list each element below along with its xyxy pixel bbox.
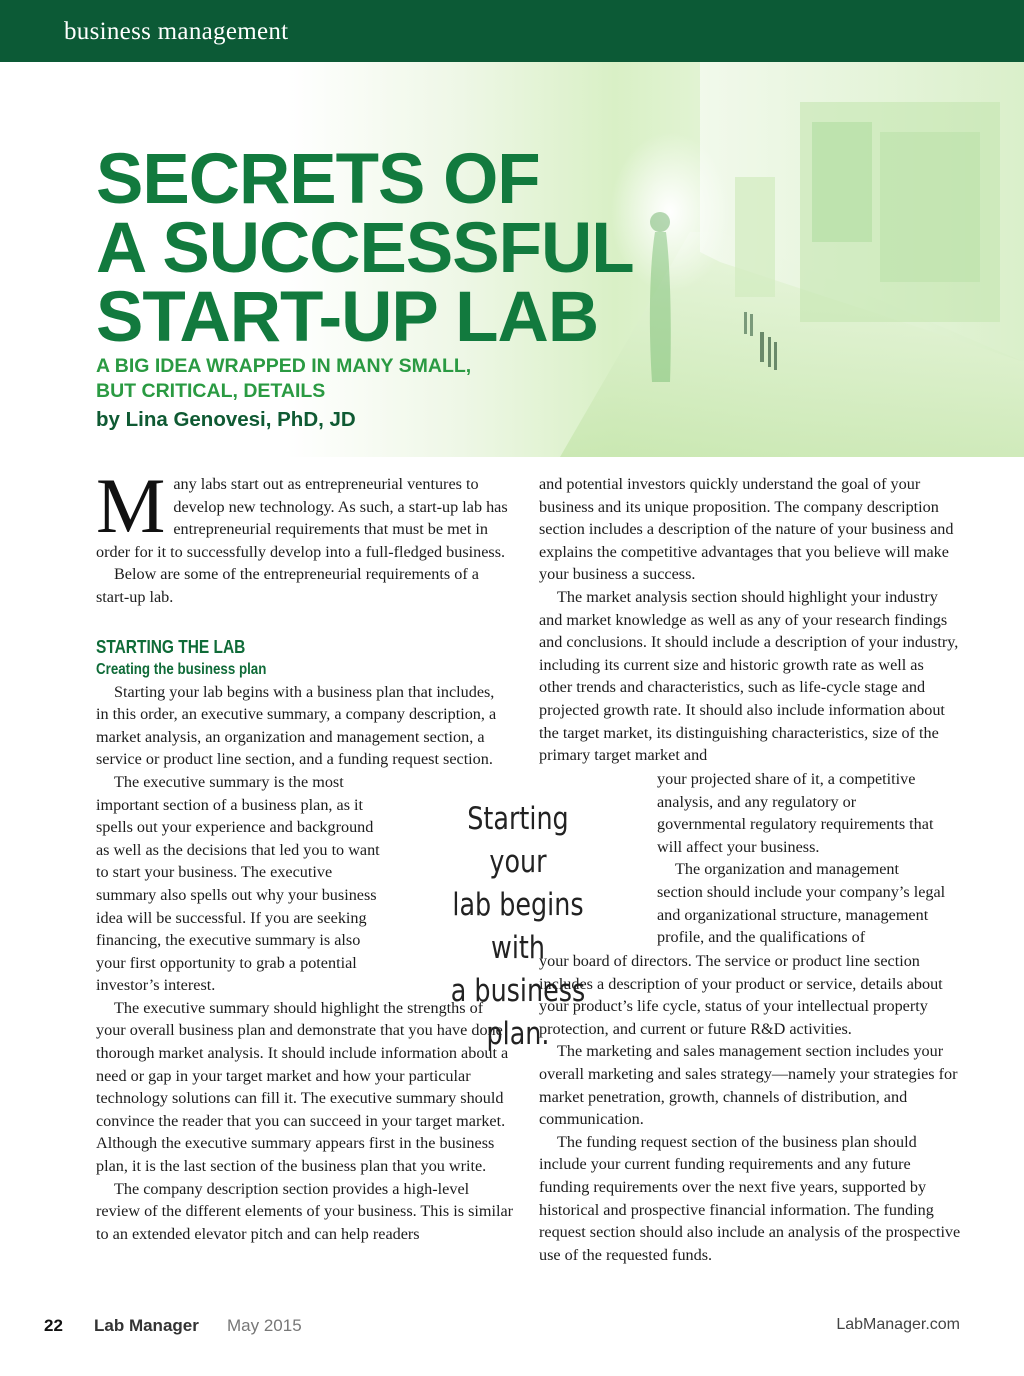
section-label: business management: [64, 18, 289, 45]
article-byline: by Lina Genovesi, PhD, JD: [96, 408, 356, 431]
body-paragraph: your board of directors. The service or product line section includes a description of your product or service, details about your product’s life cycle, status of your intellectual property protection, and current or future R&D activities.: [539, 952, 943, 1038]
body-paragraph: The executive summary is the most important section of a business plan, as it spells out your experience and background as well as the decisions that led you to want to start your business. The executive summary also spells out why your business idea will be successful. If you are seeking financing, the executive summary is also your first opportunity to grab a potential investor’s interest.: [96, 772, 380, 995]
body-paragraph: The funding request section of the business plan should include your current funding requirements and any future funding requirements over the next five years, supported by historical and prospective financial information. The funding request section should also include an analysis of the prospective use of the requested funds.: [539, 1132, 961, 1264]
title-line: A SUCCESSFUL: [96, 209, 634, 288]
article-subtitle: [96, 354, 471, 404]
page-number: 22: [44, 1316, 63, 1335]
pull-quote-line: lab begins with: [452, 887, 584, 966]
column-right-narrow: [657, 768, 947, 949]
body-paragraph: The organization and management section should include your company’s legal and organizational structure, management profile, and the qualifications of: [657, 860, 946, 947]
drop-cap: M: [96, 462, 166, 549]
issue-date: May 2015: [227, 1316, 302, 1335]
subtitle-line: A BIG IDEA WRAPPED IN MANY SMALL,: [96, 355, 472, 377]
body-paragraph: Starting your lab begins with a business plan that includes, in this order, an executive summary, a company description, a market analysis, an organization and management section, a service or product line section, and a funding request section.: [96, 682, 497, 769]
page-footer: [0, 1312, 1024, 1342]
intro-text: any labs start out as entrepreneurial ventures to develop new technology. As such, a start-up lab has entrepreneurial requirements that must be met in order for it to successfully develop into a full-fledged business.: [96, 475, 508, 561]
article-title: [96, 140, 634, 357]
title-line: START-UP LAB: [96, 278, 599, 357]
body-paragraph: The company description section provides a high-level review of the different elements of your business. This is similar to an extended elevator pitch and can help readers: [96, 1179, 514, 1243]
subsection-heading: Creating the business plan: [96, 660, 267, 678]
subtitle-line: BUT CRITICAL, DETAILS: [96, 380, 326, 402]
section-header-bar: [0, 0, 1024, 62]
magazine-name: Lab Manager: [94, 1316, 199, 1335]
body-paragraph: and potential investors quickly understand the goal of your business and its unique proposition. The company description section includes a description of the nature of your business and explains the competitive advantages that you believe will make your business a success.: [539, 475, 954, 584]
column-right-top: [539, 473, 961, 767]
body-paragraph: your projected share of it, a competitive analysis, and any regulatory or governmental regulatory requirements that will affect your business.: [657, 770, 934, 856]
intro-paragraph: [96, 462, 516, 563]
intro-paragraph-2: Below are some of the entrepreneurial requirements of a start-up lab.: [96, 565, 479, 606]
section-heading: STARTING THE LAB: [96, 636, 246, 657]
pull-quote-line: Starting your: [467, 801, 569, 880]
body-paragraph: The executive summary should highlight the strengths of your overall business plan and demonstrate that you have done thorough market analysis. It should include information about a need or gap in your target market and how your particular technology solutions can fill it. The executive summary should convince the reader that you can succeed in your target market. Although the executive summary appears first in the business plan, it is the last section of the business plan that you write.: [96, 998, 509, 1176]
body-paragraph: The marketing and sales management section includes your overall marketing and sales strategy—namely your strategies for market penetration, growth, channels of distribution, and communication.: [539, 1042, 958, 1129]
body-paragraph: The market analysis section should highlight your industry and market knowledge as well as any of your research findings and conclusions. It should include a description of your industry, including its current size and historic growth rate as well as other trends and characteristics, such as life-cycle stage and projected growth rate. It should also include information about the target market, its distinguishing characteristics, size of the primary target market and: [539, 587, 959, 765]
column-right-bottom: [539, 950, 961, 1266]
pull-quote-line: a business plan.: [450, 973, 586, 1052]
website-link[interactable]: LabManager.com: [836, 1316, 960, 1333]
title-line: SECRETS OF: [96, 140, 540, 219]
